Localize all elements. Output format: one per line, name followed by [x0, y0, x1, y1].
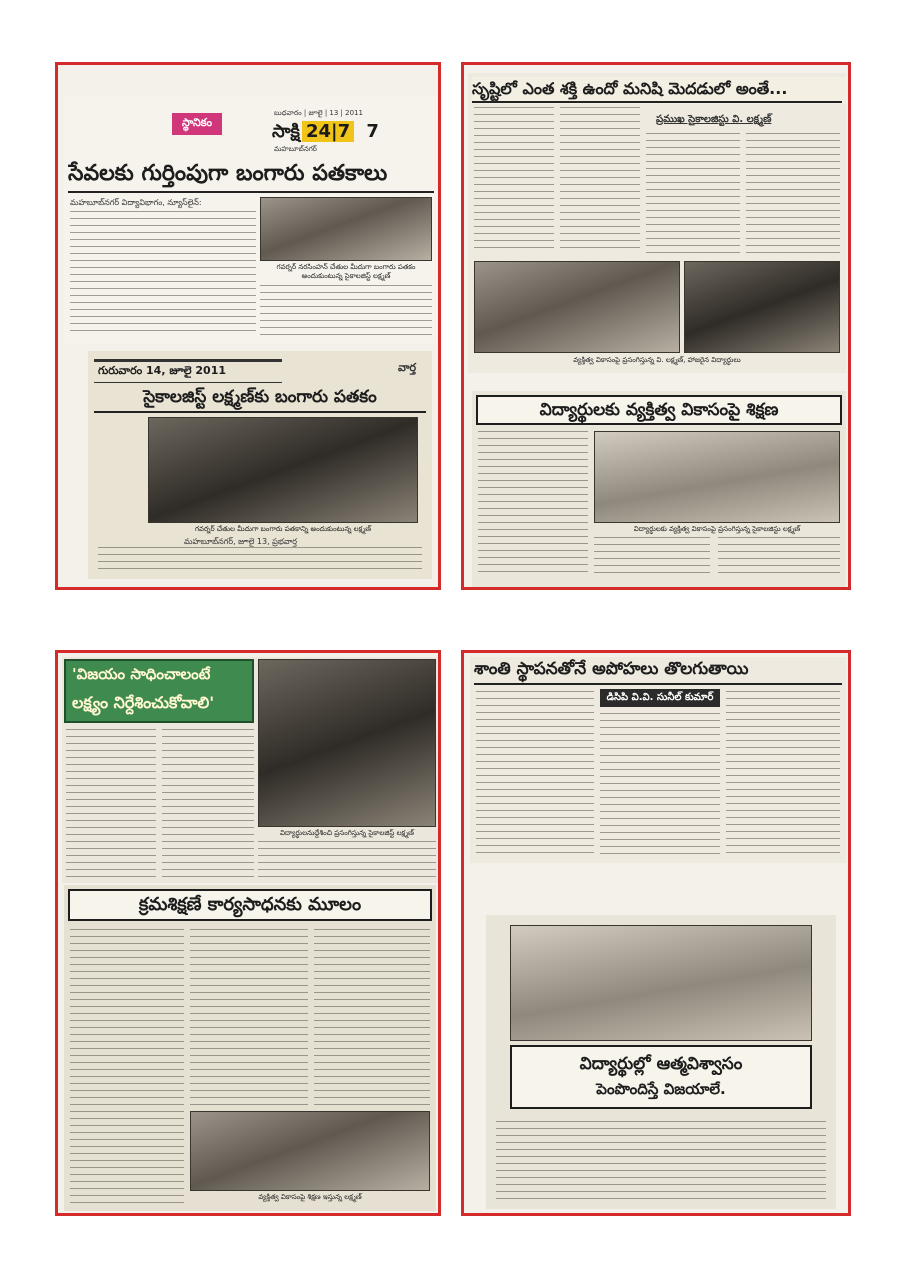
- subhead: ప్రముఖ సైకాలజిస్టు వి. లక్ష్మణ్: [656, 114, 772, 125]
- article-body-col1: [474, 107, 554, 253]
- headline-box: [510, 1045, 812, 1109]
- article-body: [496, 1121, 826, 1201]
- article-body-col2: [594, 537, 710, 577]
- article-body-col3: [314, 929, 430, 1105]
- headline-box: [64, 659, 254, 723]
- personality-training-clipping: [472, 391, 846, 587]
- classroom-photo: [594, 431, 840, 523]
- article-body-col3: [258, 841, 436, 877]
- article-body-col3: [718, 537, 840, 577]
- success-goal-clipping: [62, 657, 438, 883]
- article-body-col2: [190, 929, 308, 1105]
- headline-line2: పెంపొందిస్తే విజయాలే.: [596, 1080, 726, 1098]
- paper-logo-text: సాక్షి: [272, 121, 300, 142]
- lecture-photo-1: [474, 261, 680, 353]
- name-box: డిసిపి వి.వి. సునీల్ కుమార్: [600, 689, 720, 707]
- photo-caption: గవర్నర్ చేతుల మీదుగా బంగారు పతకాన్ని అందుకుంటున్న లక్ష్మణ్: [194, 525, 372, 533]
- article-body-col1: [66, 729, 156, 877]
- sakshi-clipping: [64, 95, 438, 343]
- article-body: [70, 211, 256, 333]
- vaartha-clipping: [88, 351, 432, 579]
- article-body-col4: [746, 133, 840, 253]
- paper-logo-badge: 24|7: [302, 121, 354, 142]
- award-photo: [260, 197, 432, 261]
- discipline-clipping: [64, 885, 436, 1211]
- headline: విద్యార్థులకు వ్యక్తిత్వ వికాసంపై శిక్షణ: [476, 395, 842, 425]
- photo-caption: గవర్నర్ నరసింహన్ చేతుల మీదుగా బంగారు పతకం అందుకుంటున్న సైకాలజిస్ట్ లక్ష్మణ్: [276, 263, 416, 280]
- article-body-right: [260, 285, 432, 335]
- lecture-photo: [258, 659, 436, 827]
- auditorium-photo: [510, 925, 812, 1041]
- award-photo: [148, 417, 418, 523]
- clipping-panel-top-right: [461, 62, 851, 590]
- byline: మహబూబ్‌నగర్ విద్యావిభాగం, న్యూస్‌లైన్:: [70, 198, 202, 207]
- confidence-clipping: [486, 915, 836, 1209]
- photo-caption: వ్యక్తిత్వ వికాసంపై ప్రసంగిస్తున్న వి. లక్ష్మణ్, హాజరైన విద్యార్థులు: [573, 356, 741, 364]
- paper-logo: [272, 121, 379, 146]
- clipping-panel-top-left: [55, 62, 441, 590]
- headline-line1: 'విజయం సాధించాలంటే: [72, 665, 211, 683]
- paper-name: వార్త: [398, 361, 417, 374]
- photo-caption: విద్యార్థులకు వ్యక్తిత్వ వికాసంపై ప్రసంగిస్తున్న సైకాలజిస్టు లక్ష్మణ్: [633, 525, 801, 533]
- clipping-panel-bottom-left: [55, 650, 441, 1216]
- brain-power-clipping: [468, 73, 846, 373]
- article-body-col2: [560, 107, 640, 253]
- article-body: [98, 547, 422, 575]
- date-strip: గురువారం 14, జూలై 2011: [94, 359, 282, 383]
- headline-line1: విద్యార్థుల్లో ఆత్మవిశ్వాసం: [579, 1054, 743, 1074]
- headline: సృష్టిలో ఎంత శక్తి ఉందో మనిషి మెదడులో అంతే...: [472, 77, 846, 104]
- article-body-col1: [476, 691, 594, 857]
- headline: శాంతి స్థాపనతోనే అపోహలు తొలగుతాయి: [474, 659, 749, 679]
- article-body-col2: [162, 729, 254, 877]
- article-body-col2: [600, 713, 720, 857]
- peace-clipping: [470, 657, 846, 863]
- clipping-panel-bottom-right: [461, 650, 851, 1216]
- headline-line2: లక్ష్యం నిర్దేశించుకోవాలి': [72, 693, 215, 712]
- article-body-col1: [70, 929, 184, 1203]
- photo-caption: విద్యార్థులనుద్దేశించి ప్రసంగిస్తున్న సైకాలజిస్ట్ లక్ష్మణ్: [280, 829, 414, 837]
- headline: సేవలకు గుర్తింపుగా బంగారు పతకాలు: [68, 161, 388, 186]
- date-line: బుధవారం | జూలై | 13 | 2011: [274, 109, 363, 117]
- edition-label: మహబూబ్‌నగర్: [274, 145, 317, 153]
- page-number: 7: [366, 121, 379, 142]
- headline: క్రమశిక్షణే కార్యసాధనకు మూలం: [68, 889, 432, 921]
- article-body-col1: [478, 431, 588, 575]
- section-tab: స్థానికం: [172, 113, 222, 135]
- photo-caption: వ్యక్తిత్వ వికాసంపై శిక్షణ ఇస్తున్న లక్ష్మణ్: [258, 1193, 362, 1201]
- lecture-photo-2: [684, 261, 840, 353]
- training-photo: [190, 1111, 430, 1191]
- byline: మహబూబ్‌నగర్, జూలై 13, ప్రభవార్త: [184, 537, 297, 546]
- article-body-col3: [726, 691, 840, 857]
- article-body-col3: [646, 133, 740, 253]
- headline: సైకాలజిస్ట్ లక్ష్మణ్‌కు బంగారు పతకం: [143, 387, 377, 407]
